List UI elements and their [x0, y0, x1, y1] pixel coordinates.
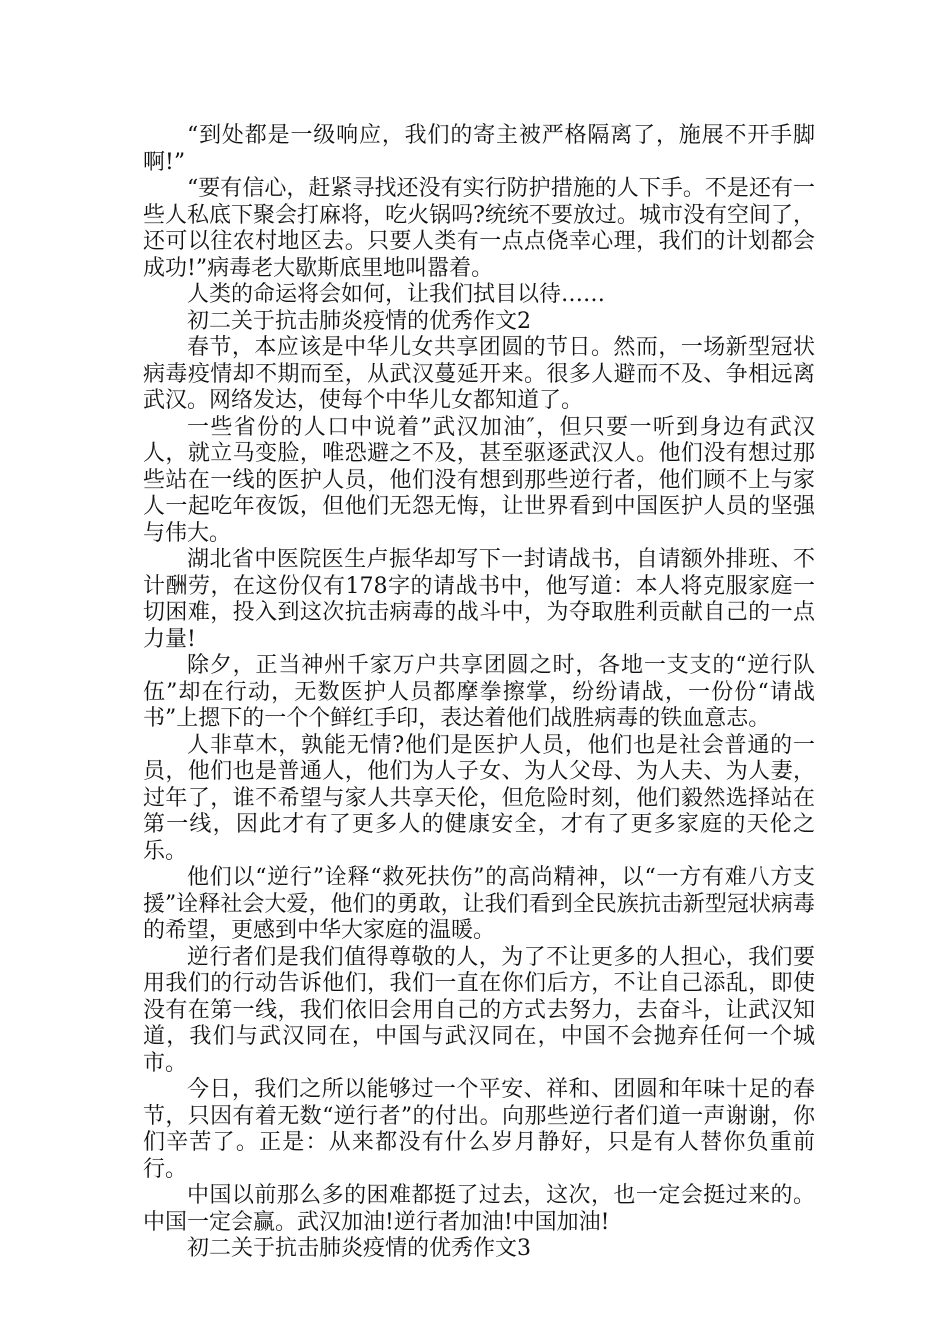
- paragraph-10: 他们以“逆行”诠释“救死扶伤”的高尚精神，以“一方有难八方支援”诠释社会大爱，他们的勇敢，让我们看到全民族抗击新型冠状病毒的希望，更感到中华大家庭的温暖。: [143, 865, 815, 943]
- paragraph-3: 人类的命运将会如何，让我们拭目以待……: [187, 282, 606, 307]
- paragraph-12: 今日，我们之所以能够过一个平安、祥和、团圆和年味十足的春节，只因有着无数“逆行者”的付出。向那些逆行者们道一声谢谢，你们辛苦了。正是：从来都没有什么岁月静好，只是有人替你负重前行。: [143, 1077, 815, 1182]
- paragraph-9: 人非草木，孰能无情?他们是医护人员，他们也是社会普通的一员，他们也是普通人，他们为人子女、为人父母、为人夫、为人妻，过年了，谁不希望与家人共享天伦，但危险时刻，他们毅然选择站在第一线，因此才有了更多人的健康安全，才有了更多家庭的天伦之乐。: [143, 732, 815, 864]
- essay-heading-2: 初二关于抗击肺炎疫情的优秀作文2: [187, 308, 531, 334]
- paragraph-2: “要有信心，赶紧寻找还没有实行防护措施的人下手。不是还有一些人私底下聚会打麻将，吃火锅吗?统统不要放过。城市没有空间了，还可以往农村地区去。只要人类有一点点侥幸心理，我们的计划都会成功!”病毒老大歇斯底里地叫嚣着。: [143, 176, 815, 281]
- paragraph-7: 湖北省中医院医生卢振华却写下一封请战书，自请额外排班、不计酬劳，在这份仅有178字的请战书中，他写道：本人将克服家庭一切困难，投入到这次抗击病毒的战斗中，为夺取胜利贡献自己的一点力量!: [143, 547, 815, 652]
- essay-heading-3: 初二关于抗击肺炎疫情的优秀作文3: [187, 1236, 531, 1261]
- paragraph-5: 春节，本应该是中华儿女共享团圆的节日。然而，一场新型冠状病毒疫情却不期而至，从武汉蔓延开来。很多人避而不及、争相远离武汉。网络发达，使每个中华儿女都知道了。: [143, 335, 815, 413]
- paragraph-6: 一些省份的人口中说着”武汉加油″，但只要一听到身边有武汉人，就立马变脸，唯恐避之不及，甚至驱逐武汉人。他们没有想过那些站在一线的医护人员，他们没有想到那些逆行者，他们顾不上与家人一起吃年夜饭，但他们无怨无悔，让世界看到中国医护人员的坚强与伟大。: [143, 414, 815, 546]
- paragraph-8: 除夕，正当神州千家万户共享团圆之时，各地一支支的“逆行队伍”却在行动，无数医护人员都摩拳擦掌，纷纷请战，一份份“请战书”上摁下的一个个鲜红手印，表达着他们战胜病毒的铁血意志。: [143, 653, 815, 731]
- paragraph-1: “到处都是一级响应，我们的寄主被严格隔离了，施展不开手脚啊!”: [143, 123, 815, 175]
- paragraph-13: 中国以前那么多的困难都挺了过去，这次，也一定会挺过来的。中国一定会赢。武汉加油!逆行者加油!中国加油!: [143, 1183, 815, 1235]
- paragraph-11: 逆行者们是我们值得尊敬的人，为了不让更多的人担心，我们要用我们的行动告诉他们，我们一直在你们后方，不让自己添乱，即使没有在第一线，我们依旧会用自己的方式去努力，去奋斗，让武汉知道，我们与武汉同在，中国与武汉同在，中国不会抛弃任何一个城市。: [143, 944, 815, 1076]
- document-body: [143, 123, 815, 1263]
